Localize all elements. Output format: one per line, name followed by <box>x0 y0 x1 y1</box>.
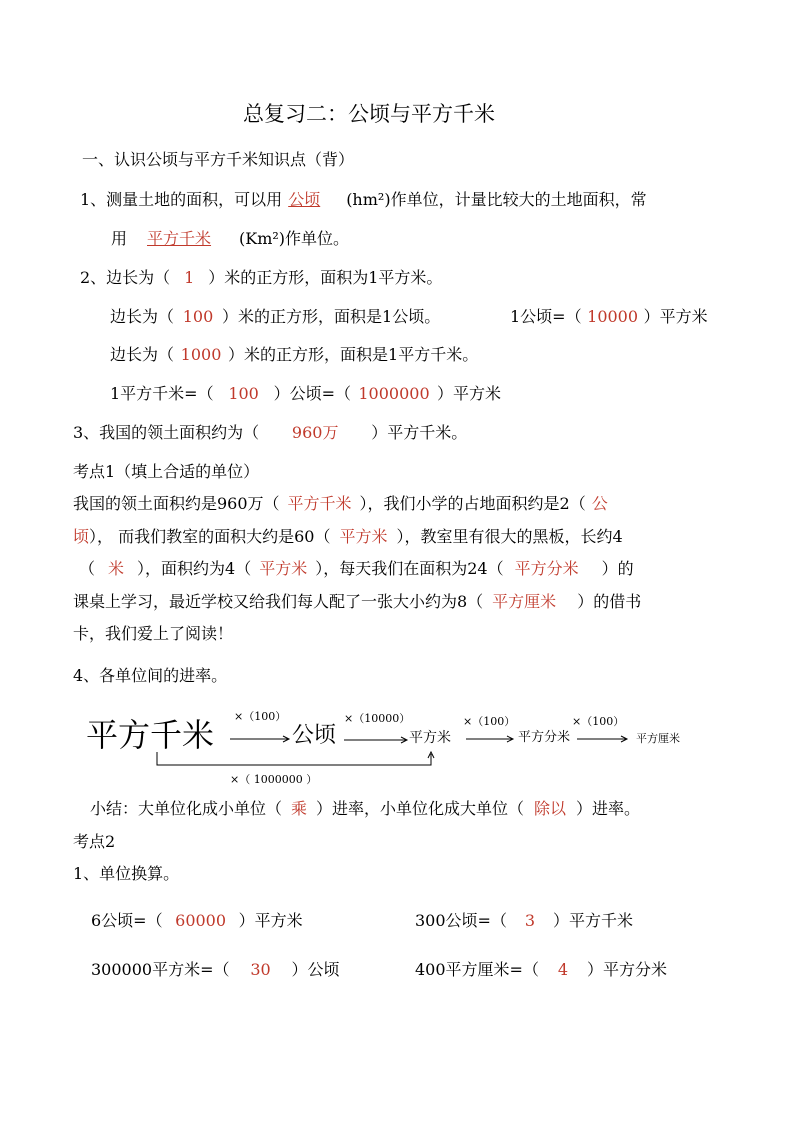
kaodian2-heading: 考点2 <box>73 832 116 851</box>
item2-l1-suffix: ）米的正方形，面积为1平方米。 <box>208 268 443 287</box>
unit-sq-m: 平方米 <box>409 730 451 746</box>
item2-l2-answer: 100 <box>182 307 214 326</box>
q3-answer: 30 <box>250 960 271 979</box>
rate-label-3: ×（100） <box>463 715 516 728</box>
rate-label-4: ×（100） <box>572 715 625 728</box>
q3-prefix: 300000平方米=（ <box>91 960 230 979</box>
k1-a4: 米 <box>108 559 125 578</box>
k1-p4a: 课桌上学习，最近学校又给我们每人配了一张大小约为8（ <box>73 592 484 611</box>
item2-l2b-prefix: 1公顷=（ <box>510 307 582 326</box>
q2-suffix: ）平方千米 <box>552 911 633 930</box>
k1-a2b: 顷 <box>73 527 90 546</box>
k1-p3d: ）的 <box>601 559 634 578</box>
q4-answer: 4 <box>557 960 569 979</box>
item4-heading: 4、各单位间的进率。 <box>73 666 228 685</box>
q1-answer: 60000 <box>175 911 227 930</box>
q4-prefix: 400平方厘米=（ <box>415 960 539 979</box>
summary-answer2: 除以 <box>534 799 567 818</box>
kaodian1-heading: 考点1（填上合适的单位） <box>73 462 260 481</box>
page-title: 总复习二：公顷与平方千米 <box>243 102 495 126</box>
k1-p2b: ），教室里有很大的黑板，长约4 <box>396 527 623 546</box>
item2-l2-suffix: ）米的正方形，面积是1公顷。 <box>222 307 441 326</box>
k1-p1a: 我国的领土面积约是960万（ <box>73 494 280 513</box>
unit-hectare: 公顷 <box>292 723 337 748</box>
item1-prefix: 1、测量土地的面积，可以用 <box>80 190 283 209</box>
summary-prefix: 小结：大单位化成小单位（ <box>90 799 283 818</box>
bracket-line <box>157 752 431 765</box>
q1-suffix: ）平方米 <box>238 911 303 930</box>
answer-sq-km: 平方千米 <box>147 229 212 248</box>
summary-line <box>90 799 640 819</box>
k1-p1b: ），我们小学的占地面积约是2（ <box>359 494 586 513</box>
q1-prefix: 6公顷=（ <box>91 911 163 930</box>
item2-l4-answer1: 100 <box>228 384 259 403</box>
item3-prefix: 3、我国的领土面积约为（ <box>73 423 260 442</box>
k1-p3c: ），每天我们在面积为24（ <box>315 559 504 578</box>
summary-suffix: ）进率。 <box>576 799 641 818</box>
rate-label-2: ×（10000） <box>344 712 411 725</box>
item2-l4-mid: ）公顷=（ <box>273 384 352 403</box>
item2-l4-suffix: ）平方米 <box>437 384 502 403</box>
section-heading: 一、认识公顷与平方千米知识点（背） <box>82 150 355 169</box>
answer-hectare: 公顷 <box>288 190 321 209</box>
rate-label-1: ×（100） <box>234 710 287 723</box>
summary-mid: ）进率，小单位化成大单位（ <box>316 799 525 818</box>
k1-a1: 平方千米 <box>287 494 352 513</box>
k1-a7: 平方厘米 <box>492 592 557 611</box>
item2-l3-prefix: 边长为（ <box>110 345 175 364</box>
bracket-rate-label: ×（ 1000000 ） <box>230 773 318 786</box>
unit-sq-dm: 平方分米 <box>518 730 571 745</box>
item2-l2b-suffix: ）平方米 <box>643 307 708 326</box>
k1-p3b: ），面积约为4（ <box>137 559 252 578</box>
k1-p3a: （ <box>79 559 96 578</box>
unit-sq-km: 平方千米 <box>86 716 215 754</box>
k1-a2a: 公 <box>591 494 608 513</box>
item2-l2b-answer: 10000 <box>587 307 639 326</box>
item3-answer: 960万 <box>291 423 339 442</box>
unit-sq-cm: 平方厘米 <box>636 732 680 745</box>
item1-line2-suffix: (Km²)作单位。 <box>239 229 350 248</box>
item2-l3-suffix: ）米的正方形，面积是1平方千米。 <box>228 345 479 364</box>
item2-l4-prefix: 1平方千米=（ <box>110 384 214 403</box>
q4-suffix: ）平方分米 <box>586 960 667 979</box>
k1-a6: 平方分米 <box>514 559 579 578</box>
item1-line2-prefix: 用 <box>111 229 128 248</box>
k1-a3: 平方米 <box>339 527 388 546</box>
kaodian1-line5: 卡，我们爱上了阅读！ <box>73 624 234 643</box>
item2-l4-answer2: 1000000 <box>358 384 430 403</box>
item2-l3-answer: 1000 <box>180 345 222 364</box>
item2-l1-prefix: 2、边长为（ <box>80 268 171 287</box>
item2-l2-prefix: 边长为（ <box>110 307 175 326</box>
q2-prefix: 300公顷=（ <box>415 911 507 930</box>
kaodian2-sub: 1、单位换算。 <box>73 864 180 883</box>
item3-suffix: ）平方千米。 <box>371 423 468 442</box>
k1-a5: 平方米 <box>259 559 308 578</box>
conversion-q3 <box>91 960 340 980</box>
conversion-q4 <box>415 960 667 980</box>
item2-l1-answer: 1 <box>184 268 195 287</box>
conversion-q1 <box>91 911 303 931</box>
item1-middle: (hm²)作单位，计量比较大的土地面积，常 <box>346 190 647 209</box>
q3-suffix: ）公顷 <box>291 960 340 979</box>
conversion-q2 <box>415 911 633 931</box>
k1-p2a: ）， 而我们教室的面积大约是60（ <box>89 527 331 546</box>
q2-answer: 3 <box>524 911 536 930</box>
k1-p4b: ）的借书 <box>577 592 642 611</box>
summary-answer1: 乘 <box>291 799 308 818</box>
